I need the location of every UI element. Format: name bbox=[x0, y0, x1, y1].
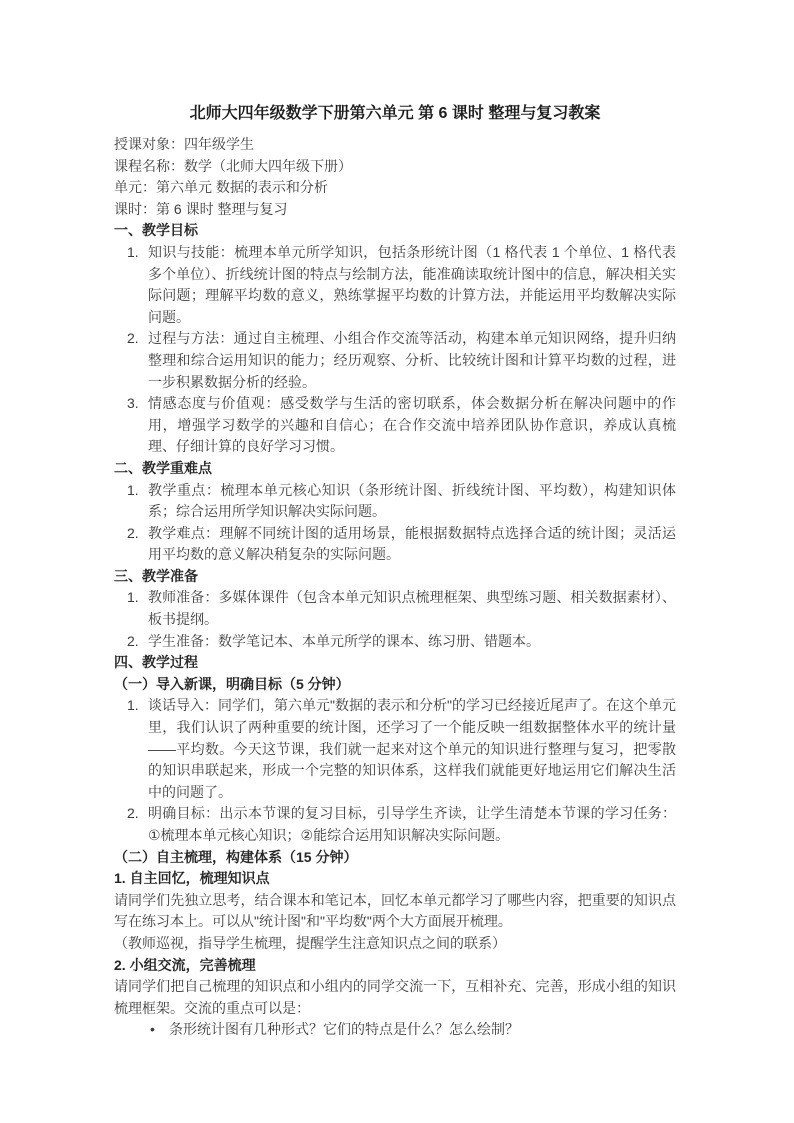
list-item-text: 学生准备：数学笔记本、本单元所学的课本、练习册、错题本。 bbox=[148, 632, 540, 649]
process-part1-list bbox=[114, 695, 676, 846]
list-item-text: 情感态度与价值观：感受数学与生活的密切联系，体会数据分析在解决问题中的作用，增强学习数学的兴趣和自信心；在合作交流中培养团队协作意识，养成认真梳理、仔细计算的良好学习习惯。 bbox=[148, 395, 676, 455]
list-number: 1. bbox=[127, 481, 139, 498]
list-item bbox=[114, 631, 676, 653]
process-part1-heading: （一）导入新课，明确目标（5 分钟） bbox=[114, 675, 350, 692]
bullet-item bbox=[114, 1019, 676, 1041]
step1-heading: 1. 自主回忆，梳理知识点 bbox=[114, 870, 270, 887]
list-item bbox=[114, 587, 676, 630]
list-item-text: 谈话导入：同学们，第六单元"数据的表示和分析"的学习已经接近尾声了。在这个单元里，我们认识了两种重要的统计图，还学习了一个能反映一组数据整体水平的统计量——平均数。今天这节课，我们就一起来对这个单元的知识进行整理与复习，把零散的知识串联起来，形成一个完整的知识体系，这样我们就能更好地运用它们解决生活中的问题了。 bbox=[148, 697, 676, 800]
section-heading-process: 四、教学过程 bbox=[114, 654, 198, 671]
list-item-text: 教学重点：梳理本单元核心知识（条形统计图、折线统计图、平均数），构建知识体系；综合运用所学知识解决实际问题。 bbox=[148, 481, 676, 520]
process-part2-heading: （二）自主梳理，构建体系（15 分钟） bbox=[114, 848, 358, 865]
meta-line-audience: 授课对象：四年级学生 bbox=[114, 136, 254, 152]
list-item-text: 教学难点：理解不同统计图的适用场景，能根据数据特点选择合适的统计图；灵活运用平均数的意义解决稍复杂的实际问题。 bbox=[148, 524, 676, 563]
list-item bbox=[114, 803, 676, 846]
list-item bbox=[114, 480, 676, 523]
bullet-item-text: 条形统计图有几种形式？它们的特点是什么？怎么绘制？ bbox=[169, 1021, 519, 1038]
list-number: 1. bbox=[127, 243, 139, 260]
list-item bbox=[114, 695, 676, 803]
section-heading-preparation: 三、教学准备 bbox=[114, 567, 198, 584]
objectives-list bbox=[114, 242, 676, 458]
list-number: 1. bbox=[127, 589, 139, 606]
list-item-text: 明确目标：出示本节课的复习目标，引导学生齐读，让学生清楚本节课的学习任务：①梳理本单元核心知识；②能综合运用知识解决实际问题。 bbox=[148, 805, 676, 843]
list-number: 3. bbox=[127, 395, 139, 412]
list-number: 2. bbox=[127, 330, 139, 347]
section-heading-key-points: 二、教学重难点 bbox=[114, 459, 212, 476]
preparation-list bbox=[114, 587, 676, 652]
meta-line-lesson: 课时：第 6 课时 整理与复习 bbox=[114, 200, 288, 217]
list-number: 1. bbox=[127, 697, 139, 714]
list-number: 2. bbox=[127, 805, 139, 822]
list-number: 2. bbox=[127, 524, 139, 541]
list-item bbox=[114, 523, 676, 566]
list-item bbox=[114, 242, 676, 328]
step2-paragraph: 请同学们把自己梳理的知识点和小组内的同学交流一下，互相补充、完善，形成小组的知识梳理框架。交流的重点可以是： bbox=[114, 978, 676, 1016]
list-item-text: 知识与技能：梳理本单元所学知识，包括条形统计图（1 格代表 1 个单位、1 格代表多个单位）、折线统计图的特点与绘制方法，能准确读取统计图中的信息，解决相关实际问题；理解平均数的意义，熟练掌握平均数的计算方法，并能运用平均数解决实际问题。 bbox=[148, 243, 676, 325]
document-content bbox=[114, 103, 676, 1041]
list-item-text: 过程与方法：通过自主梳理、小组合作交流等活动，构建本单元知识网络，提升归纳整理和综合运用知识的能力；经历观察、分析、比较统计图和计算平均数的过程，进一步积累数据分析的经验。 bbox=[148, 330, 676, 390]
step1-paragraph: 请同学们先独立思考，结合课本和笔记本，回忆本单元都学习了哪些内容，把重要的知识点写在练习本上。可以从"统计图"和"平均数"两个大方面展开梳理。 bbox=[114, 891, 676, 930]
section-heading-objectives: 一、教学目标 bbox=[114, 222, 198, 239]
list-item bbox=[114, 328, 676, 393]
meta-line-course: 课程名称：数学（北师大四年级下册） bbox=[114, 157, 352, 174]
step2-heading: 2. 小组交流，完善梳理 bbox=[114, 956, 256, 973]
document-title: 北师大四年级数学下册第六单元 第 6 课时 整理与复习教案 bbox=[189, 105, 601, 122]
bullet-icon: • bbox=[150, 1021, 155, 1038]
list-item-text: 教师准备：多媒体课件（包含本单元知识点梳理框架、典型练习题、相关数据素材）、板书提纲。 bbox=[148, 589, 676, 628]
meta-line-unit: 单元：第六单元 数据的表示和分析 bbox=[114, 179, 328, 196]
key-points-list bbox=[114, 480, 676, 566]
list-item bbox=[114, 393, 676, 458]
step1-teacher-note: （教师巡视，指导学生梳理，提醒学生注意知识点之间的联系） bbox=[114, 934, 506, 951]
list-number: 2. bbox=[127, 632, 139, 649]
